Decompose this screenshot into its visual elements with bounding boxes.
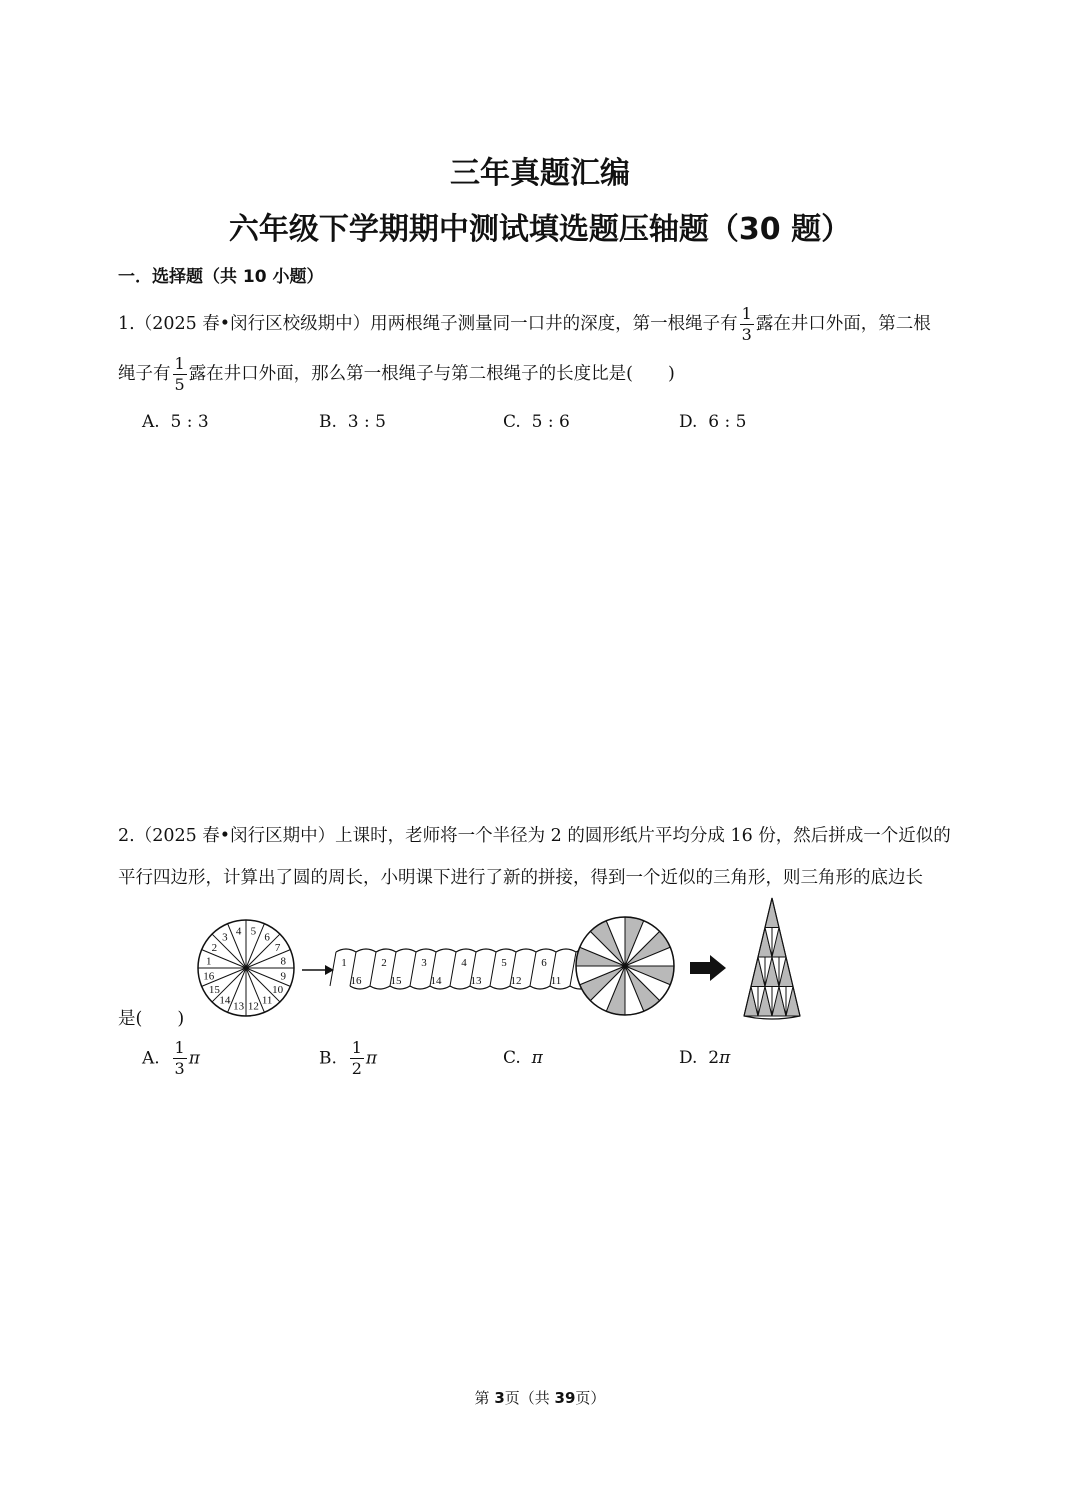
numbered-circle-label: 16 [203,970,215,983]
triangle-arrangement-diagram [744,898,800,1019]
q1-option-d-value: 6 : 5 [708,412,747,432]
strip-top-label: 5 [501,957,507,969]
strip-divider [530,952,536,986]
strip-bottom-label: 13 [470,975,482,987]
q2-option-b-pi: π [365,1048,378,1069]
page-subtitle: 六年级下学期期中测试填选题压轴题（30 题） [228,212,852,247]
q2-option-d-pi: π [719,1048,731,1068]
page-footer [0,1387,1080,1408]
strip-bottom-label: 16 [350,975,362,987]
strip-bottom-label: 15 [390,975,402,987]
q2-option-c-label: C. [503,1048,521,1068]
q1-option-c-label: C. [503,412,521,432]
strip-top-label: 4 [461,957,467,969]
strip-bottom-label: 14 [430,975,442,987]
strip-top-label: 1 [341,957,347,969]
triangle-piece-up [779,957,793,987]
q1-text-part-3: 绳子有 [118,364,171,384]
numbered-circle-label: 11 [261,994,273,1007]
q1-option-a-label: A. [142,412,160,432]
q1-text-part-2: 露在井口外面，第二根 [755,314,931,334]
q2-option-b-fraction [350,1040,364,1077]
numbered-circle-label: 13 [233,1000,245,1013]
q2-option-a[interactable] [142,1040,200,1077]
q1-fraction-1-denominator: 3 [741,325,752,344]
q2-option-a-denominator: 3 [174,1059,185,1078]
numbered-circle-diagram [198,920,294,1016]
q1-option-c-value: 5 : 6 [531,412,570,432]
numbered-circle-label: 3 [222,931,228,944]
strip-top-label: 3 [421,957,427,969]
strip-top-label: 2 [381,957,387,969]
q2-option-a-label: A. [142,1048,160,1069]
q2-line-1: 2.（2025 春•闵行区期中）上课时，老师将一个半径为 2 的圆形纸片平均分成 16 份，然后拼成一个近似的 [118,826,951,846]
numbered-circle-label: 1 [205,955,212,968]
numbered-circle-label: 14 [219,994,231,1007]
numbered-circle-label: 2 [211,941,218,954]
q1-fraction-1-numerator: 1 [741,304,752,323]
numbered-circle-label: 6 [264,931,270,944]
strip-divider [450,952,456,986]
numbered-circle-label: 10 [272,984,284,997]
q2-option-c-pi: π [531,1048,543,1068]
q2-option-b[interactable] [319,1040,377,1077]
q2-option-c[interactable] [503,1048,543,1068]
footer-page-number: 3 [494,1389,505,1407]
q1-option-a-value: 5 : 3 [170,412,209,432]
footer-middle: 页（共 [504,1389,555,1407]
q2-option-a-fraction [173,1040,187,1077]
numbered-circle-label: 5 [250,925,257,938]
shaded-circle-diagram [576,917,674,1015]
numbered-circle-label: 9 [280,970,287,983]
q1-text-part-4: 露在井口外面，那么第一根绳子与第二根绳子的长度比是( ) [188,364,675,384]
q2-option-d-coef: 2 [708,1048,720,1068]
numbered-circle-label: 8 [280,955,287,968]
strip-divider [410,952,416,986]
q2-option-d[interactable] [679,1048,730,1068]
triangle-piece-up [772,928,786,958]
footer-prefix: 第 [474,1389,495,1407]
q2-line-3: 是( ) [118,1009,185,1029]
thin-arrow-icon [302,965,334,975]
numbered-circle-label: 4 [235,925,242,938]
bold-arrow-icon [690,955,726,981]
bold-arrow-shape [690,955,726,981]
q1-fraction-2-numerator: 1 [174,354,185,373]
q2-option-b-denominator: 2 [351,1059,362,1078]
q1-option-d-label: D. [679,412,698,432]
strip-bottom-label: 12 [510,975,522,987]
q2-option-b-label: B. [319,1048,337,1069]
q2-line-2: 平行四边形，计算出了圆的周长，小明课下进行了新的拼接，得到一个近似的三角形，则三角形的底边长 [118,868,923,888]
q2-option-a-numerator: 1 [174,1038,185,1057]
page-title: 三年真题汇编 [450,156,630,191]
q2-option-a-pi: π [188,1048,200,1069]
section-heading: 一．选择题（共 10 小题） [118,267,324,287]
q2-option-d-label: D. [679,1048,698,1068]
numbered-circle-label: 12 [247,1000,259,1013]
footer-total-pages: 39 [554,1389,576,1407]
numbered-circle-label: 15 [208,984,220,997]
q1-fraction-2-denominator: 5 [174,375,185,394]
q1-option-b-value: 3 : 5 [347,412,386,432]
numbered-circle-label: 7 [274,941,281,954]
triangle-piece-up [786,987,800,1017]
strip-bottom-label: 11 [550,975,562,987]
q1-option-b-label: B. [319,412,337,432]
strip-divider [570,952,576,986]
triangle-piece-up [765,898,779,928]
strip-divider [490,952,496,986]
strip-divider [370,952,376,986]
q2-option-b-numerator: 1 [351,1038,362,1057]
q1-text-part-1: 1.（2025 春•闵行区校级期中）用两根绳子测量同一口井的深度，第一根绳子有 [118,314,738,334]
strip-top-label: 6 [541,957,547,969]
footer-suffix: 页） [575,1389,606,1407]
